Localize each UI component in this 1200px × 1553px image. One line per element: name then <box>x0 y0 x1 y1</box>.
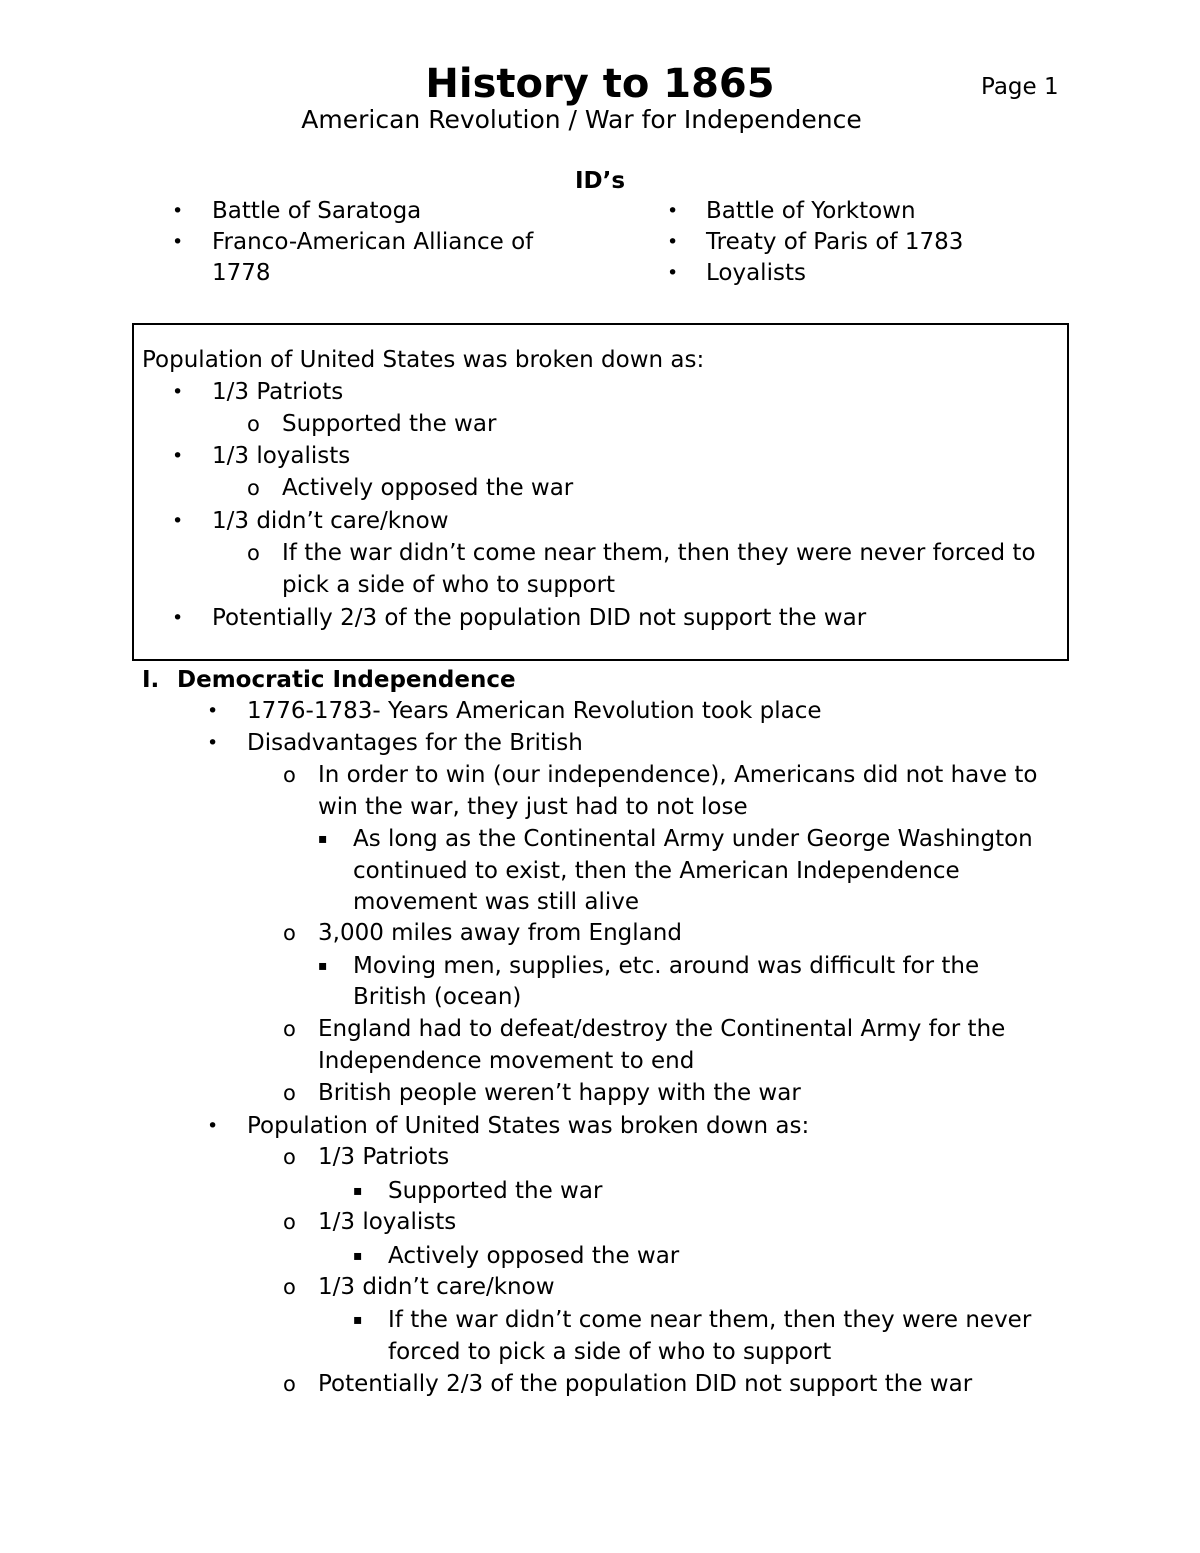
box-line: If the war didn’t come near them, then they were never forced to <box>282 540 1036 566</box>
id-item: Franco-American Alliance of <box>212 229 534 255</box>
bullet-disc: • <box>667 200 679 222</box>
box-line-continuation: pick a side of who to support <box>282 572 616 598</box>
section-numeral: I. <box>142 667 160 693</box>
section-line-continuation: Independence movement to end <box>318 1048 695 1074</box>
section-line: As long as the Continental Army under George Washington <box>353 826 1033 852</box>
bullet-square: ▪ <box>353 1183 363 1199</box>
id-item-continuation: 1778 <box>212 260 271 286</box>
bullet-circle: o <box>283 1017 296 1041</box>
bullet-disc: • <box>207 732 219 754</box>
bullet-disc: • <box>207 1115 219 1137</box>
ids-heading: ID’s <box>574 168 626 194</box>
id-item: Battle of Yorktown <box>706 198 916 224</box>
id-item: Loyalists <box>706 260 806 286</box>
bullet-circle: o <box>283 1210 296 1234</box>
document-subtitle: American Revolution / War for Independence <box>301 105 862 134</box>
id-item: Treaty of Paris of 1783 <box>706 229 964 255</box>
bullet-disc: • <box>172 445 184 467</box>
box-intro: Population of United States was broken down as: <box>142 347 705 373</box>
section-line: Population of United States was broken down as: <box>247 1113 810 1139</box>
section-line-continuation: continued to exist, then the American Independence <box>353 858 960 884</box>
document-title: History to 1865 <box>425 61 775 107</box>
section-line: British people weren’t happy with the war <box>318 1080 801 1106</box>
bullet-square: ▪ <box>318 958 328 974</box>
bullet-disc: • <box>172 381 184 403</box>
page-number: Page 1 <box>981 74 1059 100</box>
bullet-disc: • <box>172 607 184 629</box>
bullet-disc: • <box>667 231 679 253</box>
bullet-disc: • <box>172 200 184 222</box>
section-line: Potentially 2/3 of the population DID not support the war <box>318 1371 973 1397</box>
section-line: Supported the war <box>388 1178 603 1204</box>
bullet-circle: o <box>283 921 296 945</box>
section-heading: Democratic Independence <box>177 667 516 693</box>
box-line: Actively opposed the war <box>282 475 574 501</box>
bullet-circle: o <box>283 1145 296 1169</box>
bullet-disc: • <box>172 510 184 532</box>
section-line: 1/3 Patriots <box>318 1144 450 1170</box>
bullet-circle: o <box>247 412 260 436</box>
id-item: Battle of Saratoga <box>212 198 422 224</box>
bullet-circle: o <box>283 1275 296 1299</box>
section-line: Moving men, supplies, etc. around was difficult for the <box>353 953 980 979</box>
section-line: If the war didn’t come near them, then they were never <box>388 1307 1032 1333</box>
box-line: 1/3 loyalists <box>212 443 351 469</box>
bullet-circle: o <box>283 763 296 787</box>
bullet-circle: o <box>247 476 260 500</box>
section-line-continuation: forced to pick a side of who to support <box>388 1339 832 1365</box>
bullet-disc: • <box>172 231 184 253</box>
section-line: 1/3 didn’t care/know <box>318 1274 555 1300</box>
box-line: Potentially 2/3 of the population DID not support the war <box>212 605 867 631</box>
section-line: England had to defeat/destroy the Continental Army for the <box>318 1016 1006 1042</box>
bullet-disc: • <box>207 700 219 722</box>
section-line-continuation: movement was still alive <box>353 889 640 915</box>
bullet-square: ▪ <box>353 1248 363 1264</box>
bullet-circle: o <box>283 1081 296 1105</box>
bullet-disc: • <box>667 262 679 284</box>
section-line-continuation: win the war, they just had to not lose <box>318 794 748 820</box>
section-line: In order to win (our independence), Americans did not have to <box>318 762 1038 788</box>
box-line: 1/3 didn’t care/know <box>212 508 449 534</box>
bullet-circle: o <box>283 1372 296 1396</box>
bullet-square: ▪ <box>318 831 328 847</box>
box-line: Supported the war <box>282 411 497 437</box>
section-line-continuation: British (ocean) <box>353 984 522 1010</box>
section-line: Disadvantages for the British <box>247 730 583 756</box>
bullet-circle: o <box>247 541 260 565</box>
section-line: 1776-1783- Years American Revolution took place <box>247 698 822 724</box>
section-line: 3,000 miles away from England <box>318 920 682 946</box>
section-line: Actively opposed the war <box>388 1243 680 1269</box>
bullet-square: ▪ <box>353 1312 363 1328</box>
section-line: 1/3 loyalists <box>318 1209 457 1235</box>
box-line: 1/3 Patriots <box>212 379 344 405</box>
